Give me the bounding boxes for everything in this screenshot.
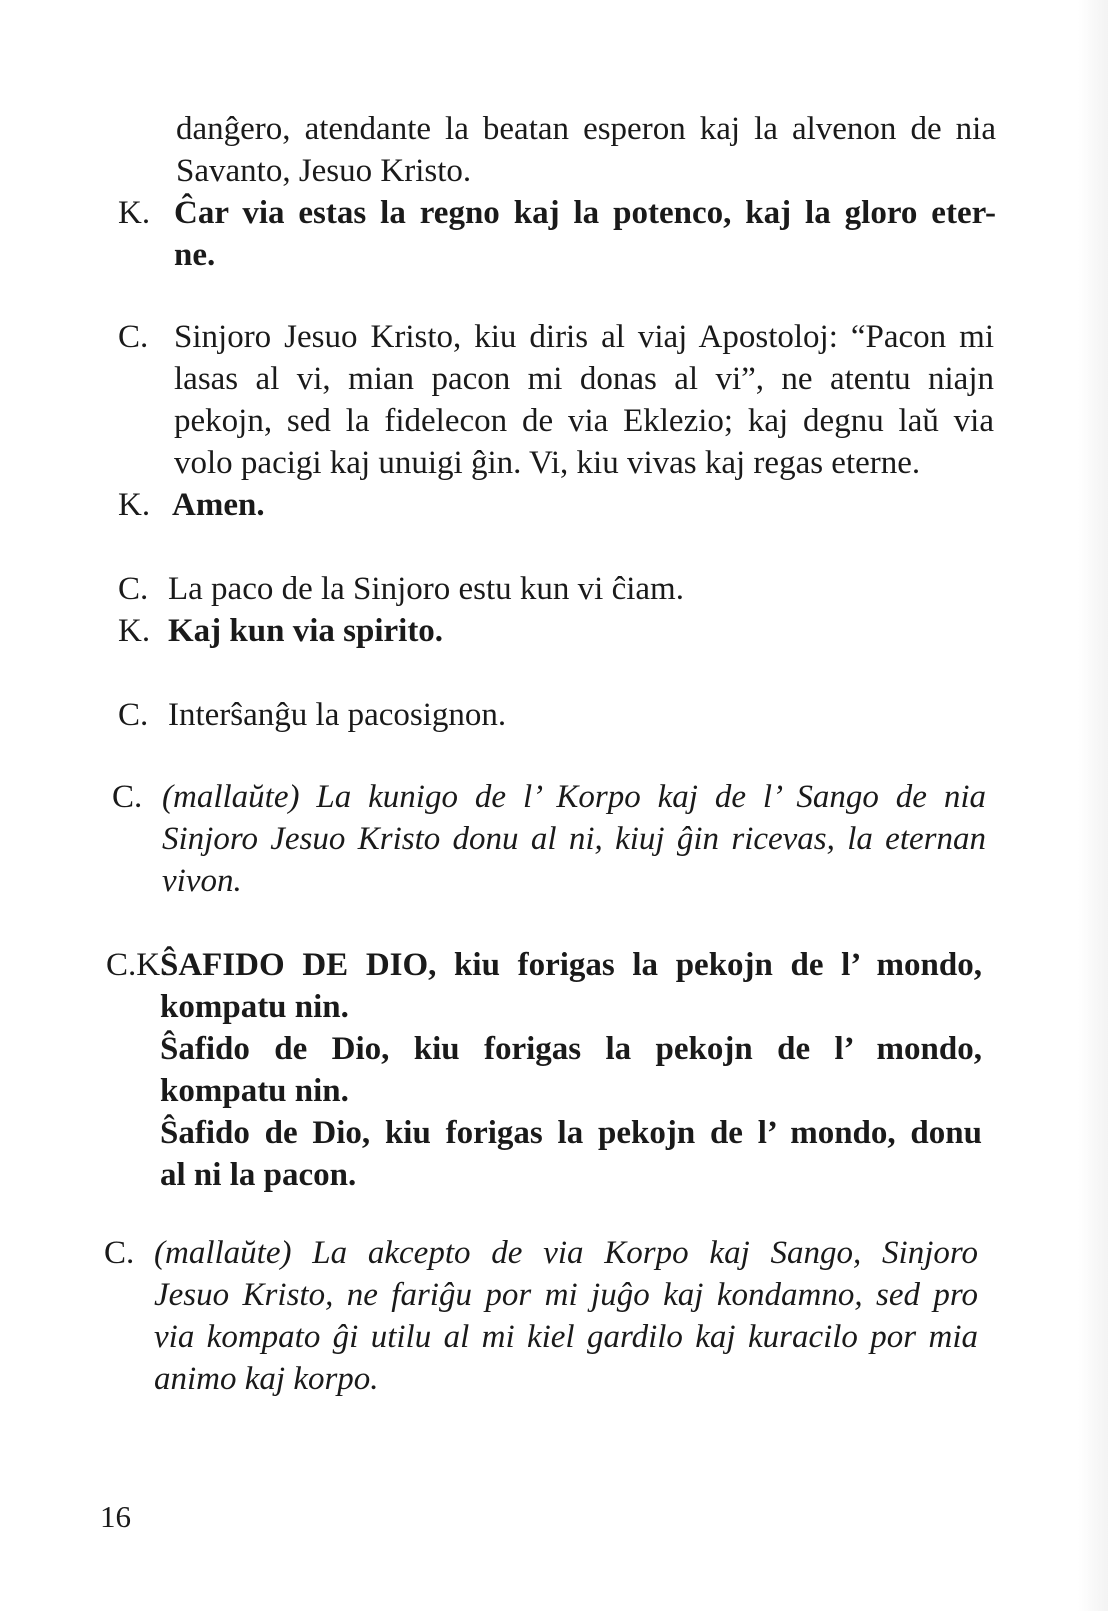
instruction-text: Interŝanĝu la pacosignon.: [168, 697, 507, 733]
text-line: vivon.: [162, 863, 242, 899]
text-line: (mallaŭte) La kunigo de l’ Korpo kaj de l’ Sango de nia: [162, 779, 986, 815]
prayer-text: [162, 776, 986, 902]
text-line: kompatu nin.: [160, 1073, 349, 1109]
text-line: kompatu nin.: [160, 989, 349, 1025]
text-line: ne.: [174, 237, 216, 273]
text-line: via kompato ĝi utilu al mi kiel gardilo kaj kuracilo por mia: [154, 1319, 978, 1355]
response-text: Kaj kun via spirito.: [168, 613, 444, 649]
response-text: [174, 192, 996, 276]
text-line: animo kaj korpo.: [154, 1361, 379, 1397]
page-number: 16: [100, 1499, 131, 1534]
speaker-label: C.: [104, 1235, 135, 1271]
prayer-text: [174, 316, 994, 484]
text-line: Sinjoro Jesuo Kristo, kiu diris al viaj Apostoloj: “Pacon mi: [174, 319, 994, 355]
text-line: Jesuo Kristo, ne fariĝu por mi juĝo kaj kondamno, sed pro: [154, 1277, 978, 1313]
text-line: lasas al vi, mian pacon mi donas al vi”, ne atentu niajn: [174, 361, 994, 397]
speaker-label: C.K.: [106, 947, 169, 983]
response-text: Amen.: [172, 487, 265, 523]
prayer-text: La paco de la Sinjoro estu kun vi ĉiam.: [168, 571, 684, 607]
speaker-label: K.: [118, 195, 151, 231]
text-line: danĝero, atendante la beatan esperon kaj la alvenon de nia: [176, 111, 996, 147]
text-line: ŜAFIDO DE DIO, kiu forigas la pekojn de l’ mondo,: [160, 947, 982, 983]
text-line: volo pacigi kaj unuigi ĝin. Vi, kiu vivas kaj regas eterne.: [174, 445, 921, 481]
text-line: Sinjoro Jesuo Kristo donu al ni, kiuj ĝin ricevas, la eternan: [162, 821, 986, 857]
speaker-label: C.: [118, 319, 149, 355]
speaker-label: C.: [118, 697, 149, 733]
speaker-label: C.: [118, 571, 149, 607]
litany-text: [160, 944, 982, 1196]
text-line: Savanto, Jesuo Kristo.: [176, 153, 472, 189]
text-line: al ni la pacon.: [160, 1157, 357, 1193]
text-line: Ŝafido de Dio, kiu forigas la pekojn de l’ mondo,: [160, 1031, 982, 1067]
prayer-text: [154, 1232, 978, 1400]
text-line: Ŝafido de Dio, kiu forigas la pekojn de l’ mondo, donu: [160, 1115, 982, 1151]
text-line: (mallaŭte) La akcepto de via Korpo kaj Sango, Sinjoro: [154, 1235, 978, 1271]
continuation-paragraph: [176, 108, 996, 192]
speaker-label: C.: [112, 779, 143, 815]
speaker-label: K.: [118, 613, 151, 649]
speaker-label: K.: [118, 487, 151, 523]
text-line: Ĉar via estas la regno kaj la potenco, kaj la gloro eter-: [174, 195, 996, 231]
text-line: pekojn, sed la fidelecon de via Eklezio; kaj degnu laŭ via: [174, 403, 994, 439]
page-edge: [1078, 0, 1108, 1611]
